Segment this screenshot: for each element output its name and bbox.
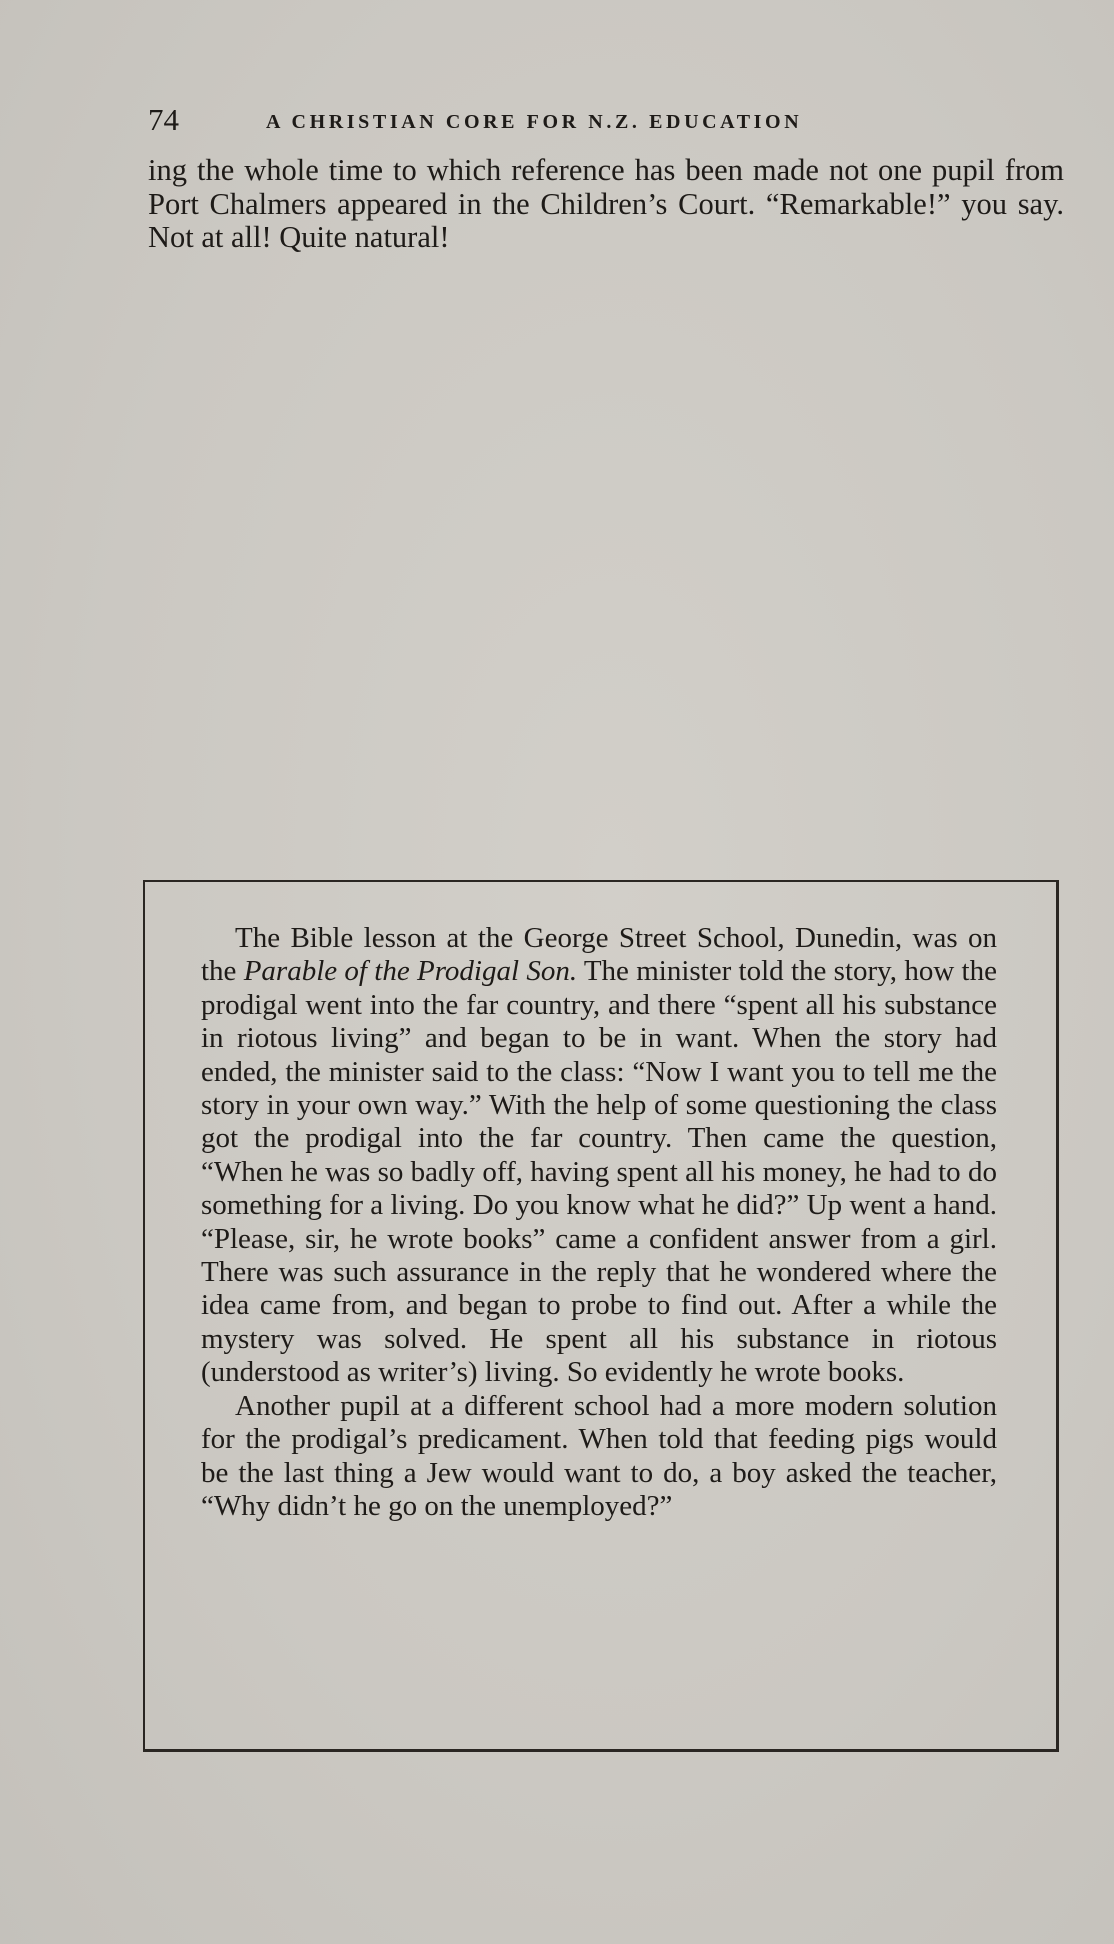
anecdote-p1-start: The Bible lesson at the George Street School, Dunedin, was on the xyxy=(201,922,997,988)
intro-text xyxy=(148,154,1064,255)
anecdote-paragraph-2: Another pupil at a different school had a more modern solution for the prodigal’s predicament. When told that feeding pigs would be the last thing a Jew would want to do, a boy asked the teacher, “Why didn’t he go on the unemployed?” xyxy=(201,1389,997,1522)
running-head xyxy=(148,100,1058,140)
parable-title: Parable of the Prodigal Son. xyxy=(243,955,578,988)
anecdote-paragraph-1 xyxy=(201,922,997,1390)
intro-paragraph: ing the whole time to which reference has been made not one pupil from Port Chalmers appeared in the Children’s Court. “Remarkable!” you say. Not at all! Quite natural! xyxy=(148,153,1064,254)
running-title: A CHRISTIAN CORE FOR N.Z. EDUCATION xyxy=(266,111,803,133)
anecdote-p1-rest: The minister told the story, how the prodigal went into the far country, and there “spent all his substance in riotous living” and began to be in want. When the story had ended, the minister said to the class: “Now I want you to tell me the story in your own way.” With the help of some questioning the class got the prodigal into the far country. Then came the question, “When he was so badly off, having spent all his money, he had to do something for a living. Do you know what he did?” Up went a hand. “Please, sir, he wrote books” came a confident answer from a girl. There was such assurance in the reply that he wondered where the idea came from, and began to probe to find out. After a while the mystery was solved. He spent all his substance in riotous (understood as writer’s) living. So evidently he wrote books. xyxy=(201,955,997,1389)
anecdote-box xyxy=(143,880,1059,1752)
page-number: 74 xyxy=(148,102,179,137)
anecdote-text xyxy=(201,922,997,1523)
